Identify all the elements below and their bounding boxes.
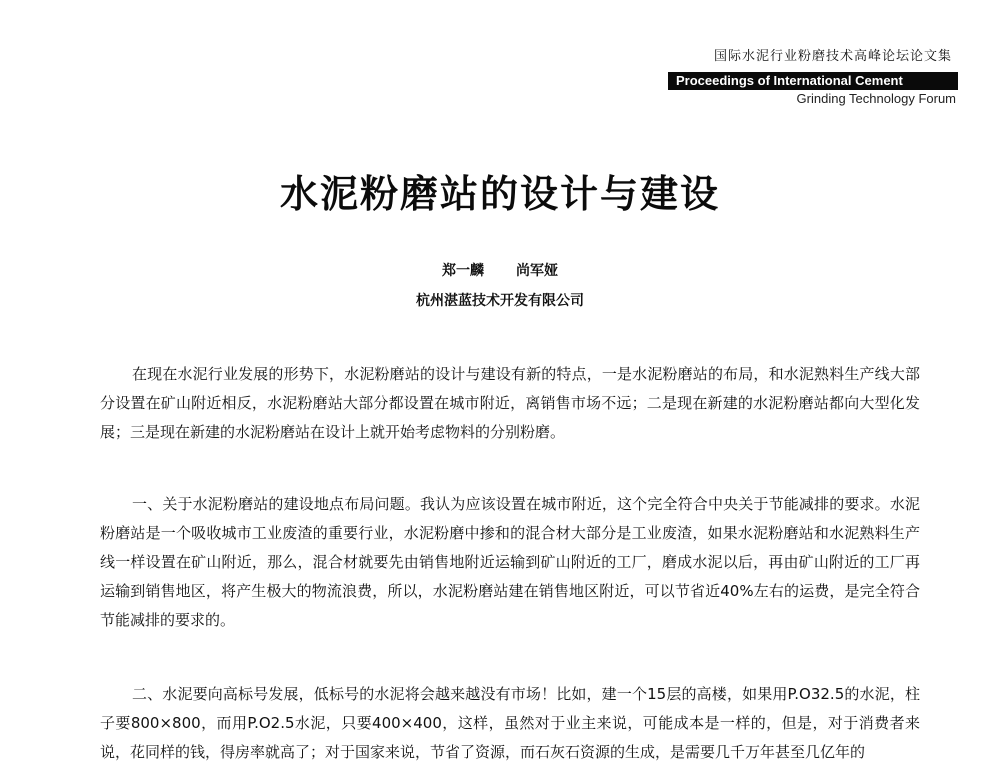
affiliation: 杭州湛蓝技术开发有限公司 <box>416 293 584 309</box>
proceedings-title-en-bar: Proceedings of International Cement <box>668 72 958 90</box>
author-list <box>0 260 1000 280</box>
proceedings-title-cn: 国际水泥行业粉磨技术高峰论坛论文集 <box>713 49 952 64</box>
paragraph-section-1: 一、关于水泥粉磨站的建设地点布局问题。我认为应该设置在城市附近，这个完全符合中央关于节能减排的要求。水泥粉磨站是一个吸收城市工业废渣的重要行业，水泥粉磨中掺和的混合材大部分是工业废渣，如果水泥粉磨站和水泥熟料生产线一样设置在矿山附近，那么，混合材就要先由销售地附近运输到矿山附近的工厂，磨成水泥以后，再由矿山附近的工厂再运输到销售地区，将产生极大的物流浪费，所以，水泥粉磨站建在销售地区附近，可以节省近40%左右的运费，是完全符合节能减排的要求的。 <box>100 495 920 629</box>
paragraph-intro: 在现在水泥行业发展的形势下，水泥粉磨站的设计与建设有新的特点，一是水泥粉磨站的布局，和水泥熟料生产线大部分设置在矿山附近相反，水泥粉磨站大部分都设置在城市附近，离销售市场不远；二是现在新建的水泥粉磨站都向大型化发展；三是现在新建的水泥粉磨站在设计上就开始考虑物料的分别粉磨。 <box>100 365 920 441</box>
proceedings-header <box>668 48 958 107</box>
author-name: 尚军娅 <box>516 263 558 279</box>
paragraph-section-2: 二、水泥要向高标号发展，低标号的水泥将会越来越没有市场！比如，建一个15层的高楼，如果用P.O32.5的水泥，柱子要800×800，而用P.O2.5水泥，只要400×400，这样，虽然对于业主来说，可能成本是一样的，但是，对于消费者来说，花同样的钱，得房率就高了；对于国家来说，节省了资源，而石灰石资源的生成，是需要几千万年甚至几亿年的 <box>100 685 920 761</box>
proceedings-title-en-sub: Grinding Technology Forum <box>796 91 956 106</box>
paper-title: 水泥粉磨站的设计与建设 <box>279 172 720 216</box>
author-name: 郑一麟 <box>442 263 484 279</box>
